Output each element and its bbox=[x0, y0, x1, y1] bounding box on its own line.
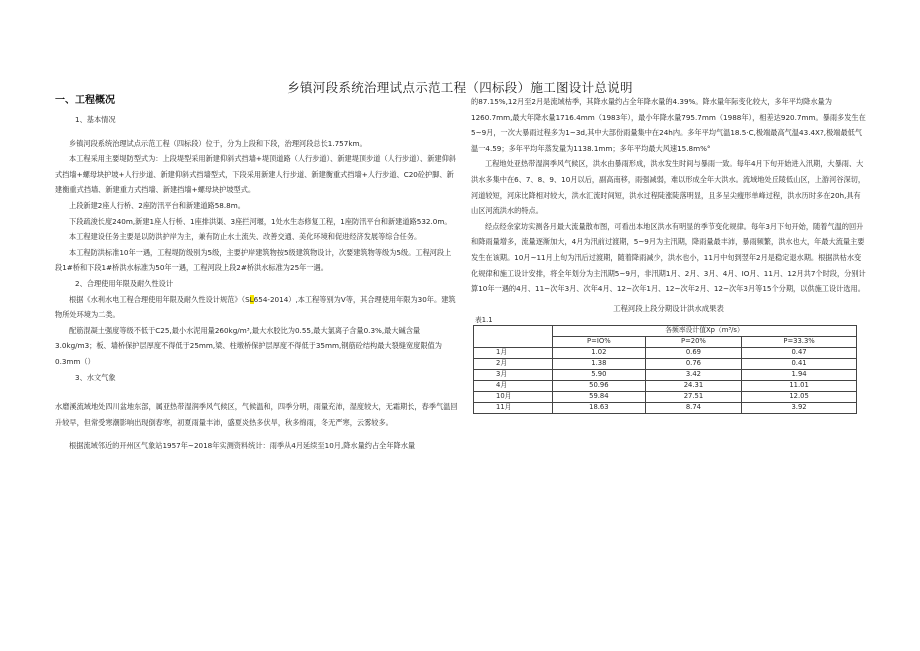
paragraph-concrete-spec: 配筋混凝土强度等级不低于C25,最小水泥用量260kg/m³,最大水胶比为0.55,最大氯离子含量0.3%,最大碱含量3.0kg/m3；板、墙桥保护层厚度不得低于25mm,梁、柱墩桥保护层厚度不得低于35mm,钢筋砼结构最大裂缝宽度限值为0.3mm（） bbox=[55, 325, 442, 366]
table-cell: 11.01 bbox=[742, 380, 857, 391]
table-cell: 3.42 bbox=[645, 369, 741, 380]
table-row bbox=[474, 347, 857, 358]
paragraph-rainfall-stats: 根据流域邻近的开州区气象站1957年~2018年实测资料统计：雨季从4月延续至10月,降水量约占全年降水量 bbox=[69, 441, 416, 451]
paragraph-dike-types: 本工程采用主要堤防型式为：上段堤型采用新建仰斜式挡墙+堤顶道路（人行步道）、新建堤顶步道（人行步道）、新建仰斜式挡墙+螺母块护坡+人行步道、新建仰斜式挡墙型式，下段采用新建人行步道、新建衡重式挡墙+人行步道、C20砼护脚、新建衡重式挡墙、新建重力式挡墙、新建挡墙+螺母块护坡型式。 bbox=[55, 154, 456, 195]
paragraph-tasks: 本工程建设任务主要是以防洪护岸为主，兼有防止水土流失、改善交通、美化环境和促进经济发展等综合任务。 bbox=[69, 232, 422, 242]
column-header: P=20% bbox=[645, 336, 741, 347]
table-cell: 8.74 bbox=[645, 402, 741, 413]
row-label: 10月 bbox=[474, 391, 553, 402]
right-column bbox=[471, 94, 866, 414]
table-caption: 工程河段上段分期设计洪水成果表 bbox=[613, 303, 724, 313]
table-row bbox=[474, 391, 857, 402]
paragraph-service-life bbox=[55, 292, 458, 323]
row-label: 11月 bbox=[474, 402, 553, 413]
paragraph-flow-pattern: 经点经余家坊实测各月最大流量散布图，可看出本地区洪水有明显的季节变化规律。每年3月下旬开始，随着气温的回升和降雨量增多，流量逐渐加大，4月为汛前过渡期，5~9月为主汛期，降雨量最丰沛，暴雨频繁，洪水也大，年最大流量主要发生在该期。10月~11月上旬为汛后过渡期，随着降雨减少，洪水也小，11月中旬到翌年2月是稳定退水期。根据洪枯水变化规律和施工设计安排，将全年划分为主汛期5~9月，非汛期1月、2月、3月、4月、IO月、11月、12月共7个时段，分别计算10年一遇的4月、11~次年3月、次年4月、12~次年1月、12~次年2月、12~次年3月等15个分期，以供施工设计选用。 bbox=[471, 221, 866, 294]
table-cell: 1.94 bbox=[742, 369, 857, 380]
column-header: P=33.3% bbox=[742, 336, 857, 347]
table-cell: 50.96 bbox=[553, 380, 646, 391]
table-cell: 0.76 bbox=[645, 358, 741, 369]
paragraph-climate: 水磨溪流域地处四川盆地东部，属亚热带湿润季风气候区，气候温和，四季分明，雨量充沛，湿度较大，无霜期长，春季气温回升较早，但常受寒潮影响出现倒春寒，初夏雨量丰沛，盛夏炎热多伏旱，秋多绵雨，冬无严寒，云雾较多。 bbox=[55, 402, 458, 427]
table-cell: 59.84 bbox=[553, 391, 646, 402]
left-column bbox=[55, 94, 458, 454]
table-cell: 0.41 bbox=[742, 358, 857, 369]
table-row bbox=[474, 380, 857, 391]
paragraph-precipitation: 的87.15%,12月至2月是流域枯季，其降水量约占全年降水量的4.39%。降水量年际变化较大，多年平均降水量为1260.7mm,最大年降水量1716.4mm（1983年），最小年降水量795.7mm（1988年），相差达920.7mm。暴雨多发生在5~9月，一次大暴雨过程多为1~3d,其中大部份雨量集中在24h内。多年平均气温18.5·C,极端最高气温43.4X?,极端最低气温一4.59；多年平均年蒸发量为1138.1mm；多年平均最大风速15.8m%° bbox=[471, 97, 866, 153]
table-cell: 1.38 bbox=[553, 358, 646, 369]
subsection-heading-hydrology: 3、水文气象 bbox=[75, 372, 116, 382]
paragraph-flood-season: 工程地处亚热带湿润季风气候区，洪水由暴雨形成，洪水发生时间与暴雨一致。每年4月下旬开始进入汛期，大暴雨、大洪水多集中在6、7、8、9、10月以后，副高南移，雨强减弱，难以形成全年大洪水。流域地处丘陵低山区，上游河谷深切，河道较短，河床比降相对较大，洪水汇流时间短，洪水过程陡涨陡落明显，且多呈尖瘦形单峰过程，洪水历时多在20h,具有山区河流洪水的特点。 bbox=[471, 159, 866, 216]
service-life-text-b: 654-2014）,本工程等别为V等，其合理使用年限为30年。建筑物所处环境为二类。 bbox=[55, 294, 456, 320]
paragraph-lower-works: 下段疏浚长度240m,新建1座人行桥、1座排洪渠、3座拦河堰，1处水生态修复工程，1座防汛平台和新建道路532.0m。 bbox=[69, 216, 452, 226]
row-label: 2月 bbox=[474, 358, 553, 369]
document-title: 乡镇河段系统治理试点示范工程（四标段）施工图设计总说明 bbox=[287, 80, 633, 95]
table-header-row bbox=[474, 325, 857, 336]
table-number: 表1.1 bbox=[475, 315, 493, 324]
table-cell: 3.92 bbox=[742, 402, 857, 413]
highlight-mark: L bbox=[249, 294, 254, 304]
table-row bbox=[474, 402, 857, 413]
column-header: P=IO% bbox=[553, 336, 646, 347]
table-cell: 18.63 bbox=[553, 402, 646, 413]
paragraph-location: 乡镇河段系统治理试点示范工程（四标段）位于，分为上段和下段，治理河段总长1.757km。 bbox=[69, 138, 367, 148]
section-heading-overview: 一、工程概况 bbox=[55, 95, 115, 106]
table-corner-cell bbox=[474, 325, 553, 347]
row-label: 1月 bbox=[474, 347, 553, 358]
paragraph-upper-works: 上段新建2座人行桥、2座防汛平台和新建道路58.8m。 bbox=[69, 200, 245, 210]
row-label: 4月 bbox=[474, 380, 553, 391]
design-flood-table bbox=[473, 325, 857, 414]
subsection-heading-basic: 1、基本情况 bbox=[75, 115, 116, 124]
table-cell: 0.69 bbox=[645, 347, 741, 358]
row-label: 3月 bbox=[474, 369, 553, 380]
subsection-heading-durability: 2、合理使用年限及耐久性设计 bbox=[75, 278, 174, 288]
table-cell: 27.51 bbox=[645, 391, 741, 402]
table-cell: 1.02 bbox=[553, 347, 646, 358]
service-life-text-a: 根据《水利水电工程合理使用年限及耐久性设计规范》（S bbox=[69, 294, 250, 304]
table-cell: 24.31 bbox=[645, 380, 741, 391]
table-row bbox=[474, 369, 857, 380]
paragraph-flood-standard: 本工程防洪标准10年一遇，工程堤防级别为5级，主要护岸建筑物按5级建筑物设计，次要建筑物等级为5级。工程河段上段1#桥和下段1#桥洪水标准为50年一遇，工程河段上段2#桥洪水标准为25年一遇。 bbox=[55, 247, 452, 273]
table-cell: 5.90 bbox=[553, 369, 646, 380]
table-group-header: 各频率设计值Xp（m³/s） bbox=[553, 325, 857, 336]
table-cell: 0.47 bbox=[742, 347, 857, 358]
table-row bbox=[474, 358, 857, 369]
table-cell: 12.05 bbox=[742, 391, 857, 402]
